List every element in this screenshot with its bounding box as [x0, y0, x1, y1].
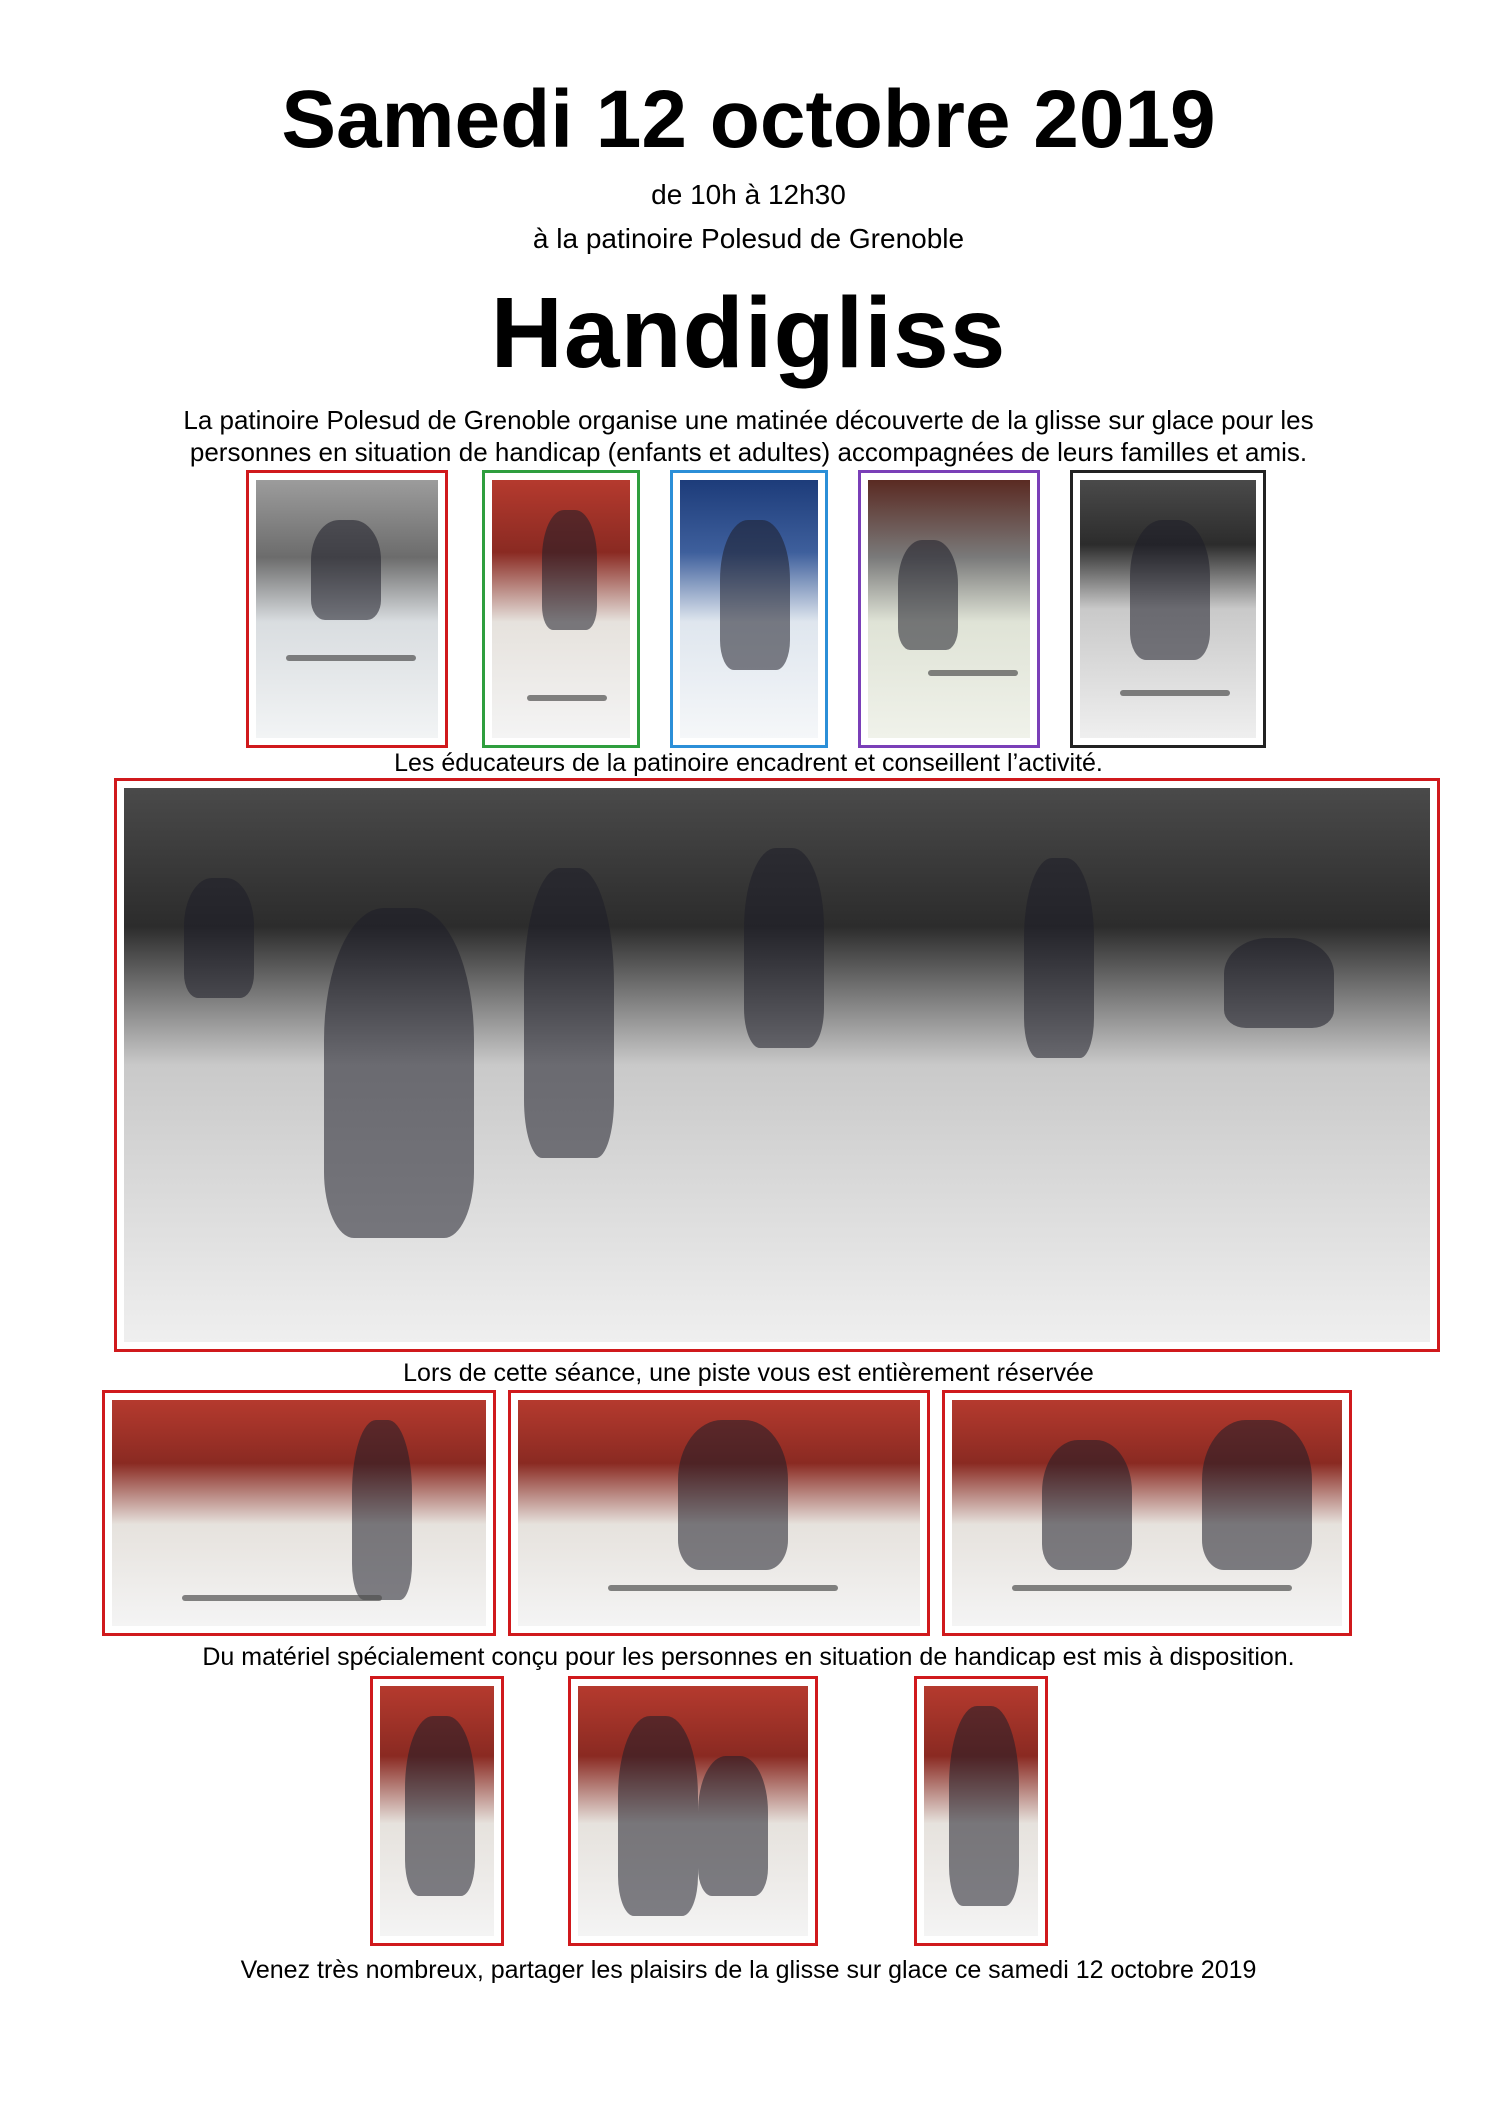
photo-sledge-child-4	[858, 470, 1040, 748]
caption-closing: Venez très nombreux, partager les plaisirs de la glisse sur glace ce samedi 12 octobre 2019	[240, 1956, 1257, 1984]
intro-line-1: La patinoire Polesud de Grenoble organise une matinée découverte de la glisse sur glace pour les	[183, 405, 1314, 435]
photo-sledge-hockey	[942, 1390, 1352, 1636]
photo-sledge-child-5	[1070, 470, 1266, 748]
photo-chair-sledge-3	[914, 1676, 1048, 1946]
photo-sledge-child-3	[670, 470, 828, 748]
event-time: de 10h à 12h30	[651, 179, 846, 210]
caption-equipment: Du matériel spécialement conçu pour les personnes en situation de handicap est mis à disposition.	[202, 1643, 1295, 1671]
event-name: Handigliss	[490, 277, 1007, 389]
photo-sledge-child-1	[246, 470, 448, 748]
event-date-title: Samedi 12 octobre 2019	[281, 74, 1216, 165]
caption-reserved: Lors de cette séance, une piste vous est entièrement réservée	[403, 1359, 1094, 1387]
photo-rink-group	[114, 778, 1440, 1352]
event-place: à la patinoire Polesud de Grenoble	[532, 223, 965, 254]
caption-educators: Les éducateurs de la patinoire encadrent et conseillent l’activité.	[394, 749, 1103, 777]
photo-chair-sledge-1	[370, 1676, 504, 1946]
photo-sledge-child-helmet	[508, 1390, 930, 1636]
photo-sledge-pushed	[102, 1390, 496, 1636]
intro-line-2: personnes en situation de handicap (enfants et adultes) accompagnées de leurs familles et amis.	[189, 437, 1308, 467]
photo-sledge-child-2	[482, 470, 640, 748]
photo-chair-sledge-2	[568, 1676, 818, 1946]
